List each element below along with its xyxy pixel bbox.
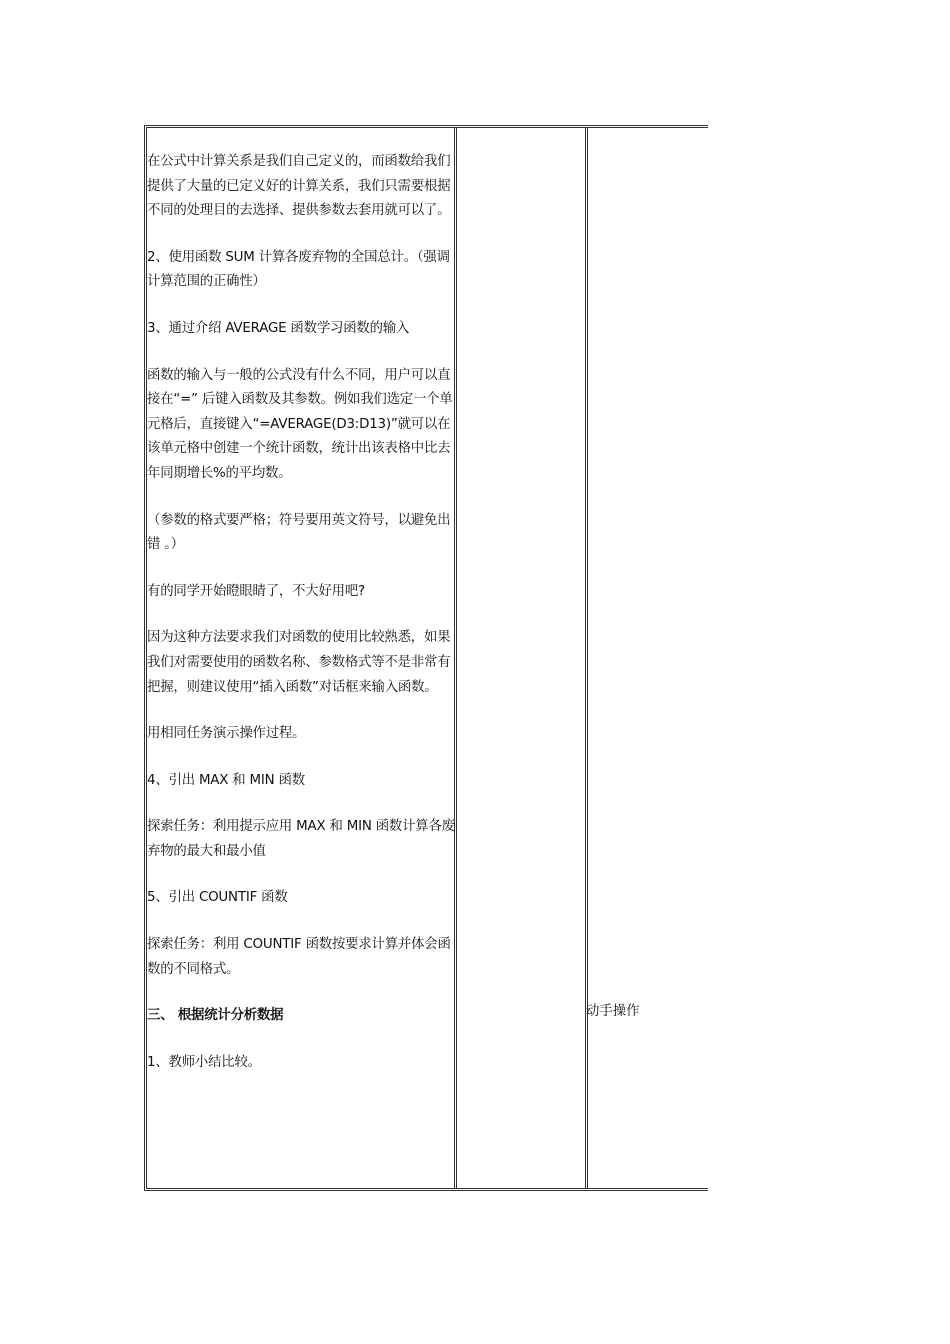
paragraph-parameter-note: （参数的格式要严格；符号要用英文符号，以避免出错 。） [147,512,451,553]
paragraph-explore-max-min: 探索任务：利用提示应用 MAX 和 MIN 函数计算各废弃物的最大和最小值 [147,819,455,859]
column-divider-2 [585,128,588,1188]
paragraph-countif: 5、引出 COUNTIF 函数 [147,890,288,906]
teaching-content-cell [147,150,455,1097]
paragraph-intro: 在公式中计算关系是我们自己定义的，而函数给我们提供了大量的已定义好的计算关系，我们只需要根据不同的处理目的去选择、提供参数去套用就可以了。 [147,154,451,219]
paragraph-demo: 用相同任务演示操作过程。 [147,726,306,742]
paragraph-max-min: 4、引出 MAX 和 MIN 函数 [147,772,305,788]
paragraph-sum: 2、使用函数 SUM 计算各废弃物的全国总计。（强调计算范围的正确性） [147,249,450,290]
paragraph-average: 3、通过介绍 AVERAGE 函数学习函数的输入 [147,320,410,336]
paragraph-explore-countif: 探索任务：利用 COUNTIF 函数按要求计算并体会函数的不同格式。 [147,937,451,977]
paragraph-function-input: 函数的输入与一般的公式没有什么不同，用户可以直接在“=” 后键入函数及其参数。例如我们选定一个单元格后，直接键入“=AVERAGE(D3:D13)”就可以在该单元格中创建一个统计函数，统计出该表格中比去年同期增长%的平均数。 [147,367,453,481]
paragraph-insert-function: 因为这种方法要求我们对函数的使用比较熟悉，如果我们对需要使用的函数名称、参数格式等不是非常有把握，则建议使用“插入函数”对话框来输入函数。 [147,630,451,695]
section-heading-analysis: 三、 根据统计分析数据 [147,1008,284,1024]
paragraph-summary: 1、教师小结比较。 [147,1054,261,1070]
student-activity-note: 动手操作 [586,1004,640,1019]
paragraph-question: 有的同学开始瞪眼睛了，不大好用吧? [147,583,365,599]
